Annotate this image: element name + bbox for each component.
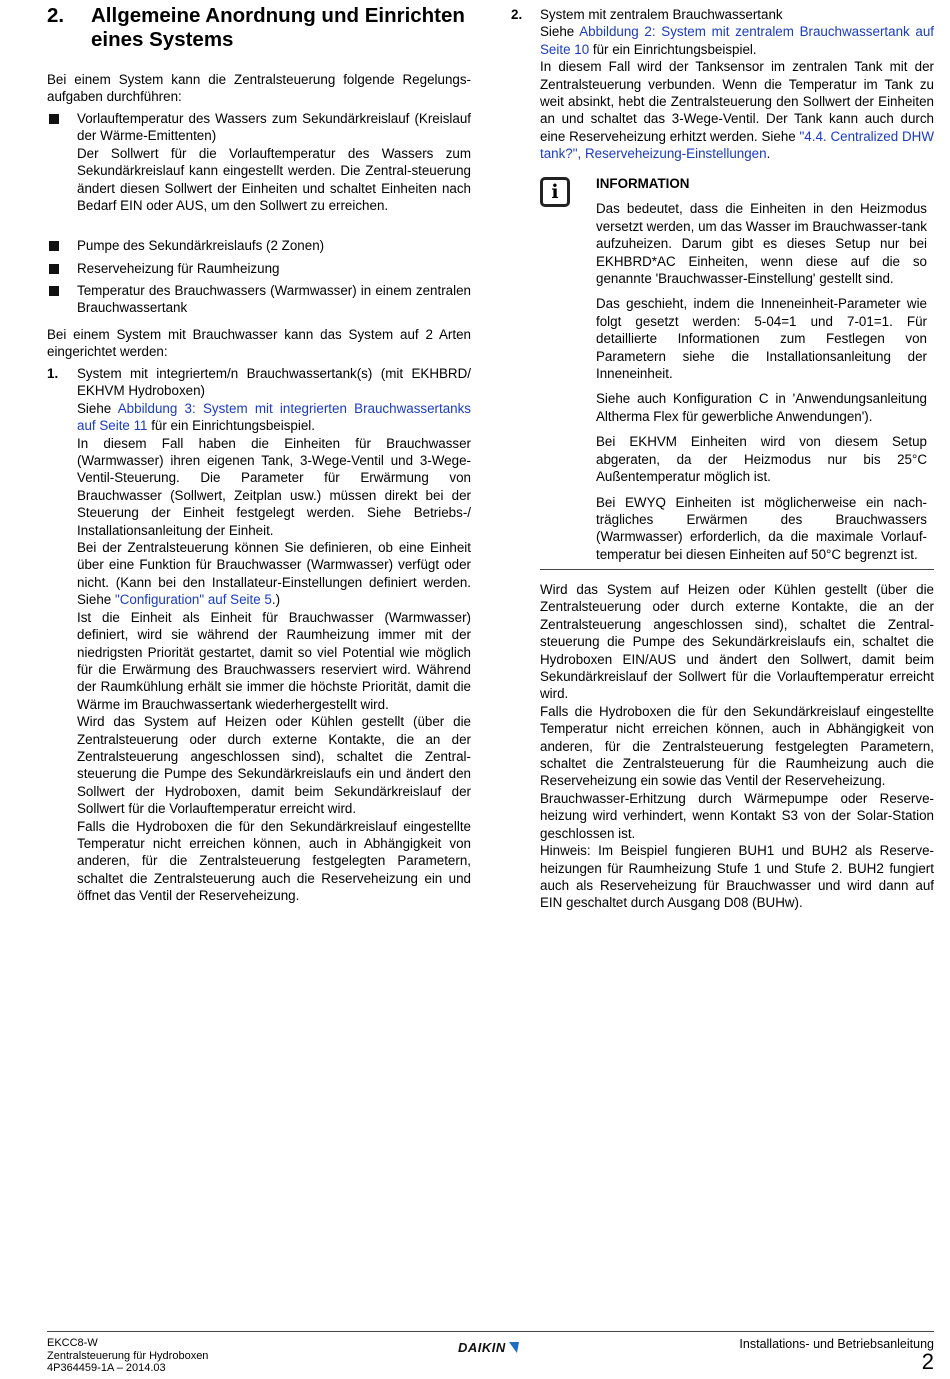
figure-link[interactable]: Abbildung 3: System mit integrierten Brauchwassertanks auf Seite 11 (77, 400, 471, 434)
daikin-logo-icon (509, 1342, 519, 1353)
bullet-square-icon (49, 241, 59, 251)
right-body-text (540, 581, 934, 912)
option-paragraph: In diesem Fall haben die Einheiten für Brauchwasser (Warmwasser) ihren eigenen Tank, 3-Wege-Ventil und 3-Wege-Ventil-Steuerung. Die Parameter für Erwärmung von Brauchwasser (Sollwert, Zeitplan usw.) müssen direkt bei der Steuerung der Einheit festgelegt werden. Siehe Betriebs-/ Installationsanleitung der Einheit. (77, 435, 471, 538)
see-reference: Siehe Abbildung 3: System mit integrierten Brauchwassertanks auf Seite 11 für ein Einrichtungsbeispiel. (77, 400, 471, 434)
option-title: System mit integriertem/n Brauchwassertank(s) (mit EKHBRD/ EKHVM Hydroboxen) (77, 366, 471, 399)
footer-model: EKCC8-W (47, 1337, 98, 1349)
body-paragraph: Falls die Hydroboxen die für den Sekundärkreislauf eingestellte Temperatur nicht erreichen können, auch in Abhängigkeit von anderen, für die Zentralsteuerung festgelegten Parametern, schaltet die Zentralsteuerung für die Raumheizung auch die Reserveheizung ein sowie das Ventil der Reserveheizung. (540, 703, 934, 789)
intro-paragraph: Bei einem System kann die Zentralsteuerung folgende Regelungs-aufgaben durchführen: (47, 72, 471, 105)
option-number: 1. (47, 366, 59, 381)
daikin-logo: DAIKIN (458, 1339, 519, 1356)
information-box (596, 175, 927, 571)
section-number: 2. (47, 4, 65, 27)
information-paragraph: Bei EWYQ Einheiten ist möglicherweise ein nach-trägliches Erwärmen des Brauchwassers (Warmwasser) erforderlich, da die maximale Vorlauf-temperatur bei diesen Einheiten auf 50°C begrenzt ist. (596, 494, 927, 562)
bullet-square-icon (49, 264, 59, 274)
bullet-text: Vorlauftemperatur des Wassers zum Sekundärkreislauf (Kreislauf der Wärme-Emittenten) (77, 111, 471, 144)
configuration-link[interactable]: "Configuration" auf Seite 5 (114, 592, 272, 608)
body-paragraph: Wird das System auf Heizen oder Kühlen gestellt (über die Zentralsteuerung oder durch externe Kontakte, die an der Zentralsteuerung angeschlossen sind), schaltet die Zentral-steuerung die Pumpe des Sekundärkreislaufs ein, schaltet die Hydroboxen EIN/AUS und ändert den Sollwert, damit beim Sekundärkreislauf der Sollwert für die Vorlauftemperatur erreicht wird. (540, 582, 934, 702)
bullet-text: Reserveheizung für Raumheizung (77, 261, 280, 276)
information-title: INFORMATION (596, 176, 690, 191)
footer-doc-info (47, 1337, 208, 1375)
option-paragraph: In diesem Fall wird der Tanksensor im zentralen Tank mit der Zentralsteuerung verbunden. Wenn die Temperatur im Tank zu weit absinkt, hebt die Zentralsteuerung den Sollwert der Einheiten an und schaltet das 3-Wege-Ventil. Der Tank kann auch durch eine Reserveheizung erhitzt werden. Siehe "4.4. Centralized DHW tank?", Reserveheizung-Einstellungen. (540, 59, 934, 162)
footer-product: Zentralsteuerung für Hydroboxen (47, 1349, 209, 1362)
footer-docnumber: 4P364459-1A – 2014.03 (47, 1362, 166, 1374)
option-paragraph: Bei der Zentralsteuerung können Sie definieren, ob eine Einheit über eine Funktion für Brauchwasser (Warmwasser) verfügt oder nicht. (Kann bei den Installateur-Einstellungen definiert werden. Siehe "Configuration" auf Seite 5.) (77, 540, 471, 608)
section-title: Allgemeine Anordnung und Einrichten eines Systems (91, 4, 465, 51)
options-intro: Bei einem System mit Brauchwasser kann das System auf 2 Arten eingerichtet werden: (47, 327, 471, 360)
information-paragraph: Siehe auch Konfiguration C in 'Anwendungsanleitung Altherma Flex für gewerbliche Anwendungen'). (596, 391, 927, 424)
option-number: 2. (511, 7, 523, 22)
bullet-square-icon (49, 286, 59, 296)
info-icon: i (540, 177, 570, 207)
see-reference: Siehe Abbildung 2: System mit zentralem Brauchwassertank auf Seite 10 für ein Einrichtungsbeispiel. (540, 24, 935, 57)
footer-divider (47, 1331, 934, 1332)
bullet-text: Pumpe des Sekundärkreislaufs (2 Zonen) (77, 238, 325, 253)
option-title: System mit zentralem Brauchwassertank (540, 7, 783, 22)
bullet-text: Temperatur des Brauchwassers (Warmwasser) in einem zentralen Brauchwassertank (77, 283, 471, 316)
bullet-subtext: Der Sollwert für die Vorlauftemperatur des Wassers zum Sekundärkreislauf kann eingestellt werden. Die Zentral-steuerung ändert diesen Sollwert der Einheiten und schaltet Einheiten nach Bedarf EIN oder AUS, um den Sollwert zu erreichen. (77, 145, 471, 214)
option-paragraph: Ist die Einheit als Einheit für Brauchwasser (Warmwasser) definiert, wird sie während der Raumheizung immer mit der niedrigsten Priorität gestartet, damit so viel Potential wie möglich für die Erwärmung des Brauchwassers reserviert wird. Während der Raumkühlung erhält sie immer die höchste Priorität, damit die Wärme im Brauchwassertank wiederhergestellt wird. (77, 609, 471, 712)
figure-link[interactable]: Abbildung 2: System mit zentralem Brauchwassertank auf Seite 10 (540, 24, 935, 57)
body-paragraph: Hinweis: Im Beispiel fungieren BUH1 und BUH2 als Reserve-heizungen für Raumheizung Stufe 1 und Stufe 2. BUH2 fungiert auch als Reserveheizung für Brauchwasser und wird dann auf EIN geschaltet durch Ausgang D08 (BUHw). (540, 843, 934, 911)
body-paragraph: Brauchwasser-Erhitzung durch Wärmepumpe oder Reserve-heizung wird verhindert, wenn Kontakt S3 von der Solar-Station geschlossen ist. (540, 790, 934, 841)
information-paragraph: Bei EKHVM Einheiten wird von diesem Setup abgeraten, da der Heizmodus nur bis 25°C Außentemperatur möglich ist. (596, 434, 927, 485)
bullet-square-icon (49, 114, 59, 124)
dhw-tank-link[interactable]: "4.4. Centralized DHW tank?", Reserveheizung-Einstellungen (540, 128, 934, 162)
option-paragraph: Wird das System auf Heizen oder Kühlen gestellt (über die Zentralsteuerung oder durch externe Kontakte, die an der Zentralsteuerung angeschlossen sind), schaltet die Zentral-steuerung die Pumpe des Sekundärkreislaufs ein und ändert den Sollwert der Hydroboxen, damit beim Sekundärkreislauf der Sollwert für die Vorlauftemperatur erreicht wird. (77, 714, 471, 817)
footer-doc-title: Installations- und Betriebsanleitung (739, 1337, 934, 1351)
page-number: 2 (921, 1349, 934, 1374)
information-paragraph: Das geschieht, indem die Inneneinheit-Parameter wie folgt gesetzt werden: 5-04=1 und 7-01=1. Für detaillierte Informationen zum Festlegen von Parametern siehe die Installationsanleitung der Inneneinheit. (596, 296, 927, 382)
information-paragraph: Das bedeutet, dass die Einheiten in den Heizmodus versetzt werden, um das Wasser im Brauchwasser-tank aufzuheizen. Darum gibt es dieses Setup nur bei EKHBRD*AC Einheiten, wenn diese auf die so genannte 'Brauchwasser-Einstellung' gestellt sind. (596, 201, 927, 287)
information-divider (540, 569, 934, 570)
option-paragraph: Falls die Hydroboxen die für den Sekundärkreislauf eingestellte Temperatur nicht erreichen können, auch in Abhängigkeit von anderen, für die Zentralsteuerung festgelegten Parametern, schaltet die Zentralsteuerung auch die Reserveheizung ein und öffnet das Ventil der Reserveheizung. (77, 818, 471, 904)
